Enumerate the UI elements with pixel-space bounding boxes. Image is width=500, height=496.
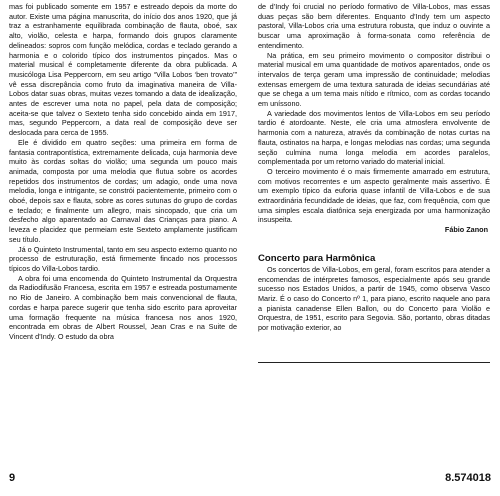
paragraph: de d’Indy foi crucial no período formativo de Villa-Lobos, mas essas duas peças são bem diferentes. Enquanto d’Indy tem um aspecto pastoral, Villa-Lobos cria uma estrutura robusta, que induz o ouvinte a buscar uma aproximação à forma-sonata como referência de entendimento. <box>258 2 490 50</box>
section-spacer <box>258 235 490 253</box>
author-signature: Fábio Zanon <box>444 225 488 235</box>
paragraph: A obra foi uma encomenda do Quinteto Instrumental da Orquestra da Radiodifusão Francesa, escrita em 1957 e estreada postumamente no Rio de Janeiro. A combinação bem mais convencional de flauta, cordas e harpa parece sugerir que tenha sido escrito para aproveitar uma formação frequente na música francesa nos anos 1920, encontrada em obras de Albert Roussel, Jean Cras e na Suite de Vincent d’Indy. O estudo da obra <box>9 273 237 341</box>
section-divider <box>258 362 490 363</box>
paragraph: A variedade dos movimentos lentos de Villa-Lobos em seu período tardio é atordoante. Neste, ele cria uma atmosfera envolvente de harmonia com a natureza, através da combinação de notas curtas na flauta, ostinatos na harpa, e longas melodias nas cordas; uma segunda seção culmina numa longa melodia em acordes paralelos, complementada por um retorno variado do material inicial. <box>258 108 490 167</box>
paragraph: Os concertos de Villa-Lobos, em geral, foram escritos para atender a encomendas de intérpretes famosos, especialmente após seu grande sucesso nos Estados Unidos, a partir de 1945, como observa Vasco Mariz. É o caso do Concerto nº 1, para piano, escrito naquele ano para a pianista canadense Ellen Ballon, ou do Concerto para Violão e Orquestra, de 1951, escrito para Segovia. São, portanto, obras ditadas por motivação exterior, ao <box>258 264 490 333</box>
right-column <box>258 2 490 333</box>
left-column <box>9 2 237 342</box>
paragraph: O terceiro movimento é o mais firmemente amarrado em estrutura, com motivos recorrentes e um aspecto geralmente mais assertivo. É um exemplo típico da euforia quase infantil de Villa-Lobos e de sua extraordinária fecundidade de ideias, que faz, com frequência, com que uma simples escala diatônica seja energizada por uma harmonização insuspeita. <box>258 166 490 225</box>
catalog-number: 8.574018 <box>445 472 491 484</box>
paragraph: Já o Quinteto Instrumental, tanto em seu aspecto externo quanto no processo de estruturação, está firmemente fincado nos processos típicos do Villa-Lobos tardio. <box>9 244 237 273</box>
paragraph: mas foi publicado somente em 1957 e estreado depois da morte do autor. Existe uma página manuscrita, do início dos anos 1920, que já traz a estranhamente equilibrada combinação de flauta, oboé, sax alto, violão, celesta e harpa, formando dois grupos claramente delineados: sopros com função melódica, cordas e teclado gerando a harmonia e o colorido típico dos instrumentos pinçados. Mas o material musical é completamente diferente da obra publicada. A musicóloga Lisa Peppercorn, em seu artigo “Villa Lobos ‘ben trovato’” vê essa discrepância como fruto da imaginativa maneira de Villa-Lobos datar suas obras, muitas vezes tomando a data de idealização, antes de escrever uma nota no papel, pela data de composição; aceita-se que talvez o Sexteto tenha sido concebido ainda em 1917, mas, segundo Peppercorn, a data real de composição deve ser deslocada para cerca de 1955. <box>9 2 237 138</box>
section-heading: Concerto para Harmônica <box>258 252 376 264</box>
paragraph: Ele é dividido em quatro seções: uma primeira em forma de fantasia contrapontística, extremamente delicada, cuja harmonia deve muito às cordas soltas do violão; uma segunda um pouco mais animada, composta por uma melodia que flutua sobre os acordes repetidos dos instrumentos de cordas; um adagio, onde uma nova melodia, longa e intrigante, se constrói pacientemente, primeiro com o oboé, depois sax e flauta, sobre as cores sutunas do grupo de cordas e teclado; e finalmente um allegro, mais sincopado, que cria um desfecho algo aparentado ao Carnaval das Crianças para piano. A leveza e placidez que permeiam este Sexteto amplamente justificam seu título. <box>9 137 237 244</box>
page-number: 9 <box>9 472 16 484</box>
paragraph: Na prática, em seu primeiro movimento o compositor distribui o material musical em uma quantidade de motivos aparentados, onde os intervalos de terça geram uma impressão de continuidade; melodias extensas emergem de uma textura saturada de ideias secundárias até que se chega a um tema mais nítido e rítmico, com as cordas tocando em uníssono. <box>258 50 490 109</box>
